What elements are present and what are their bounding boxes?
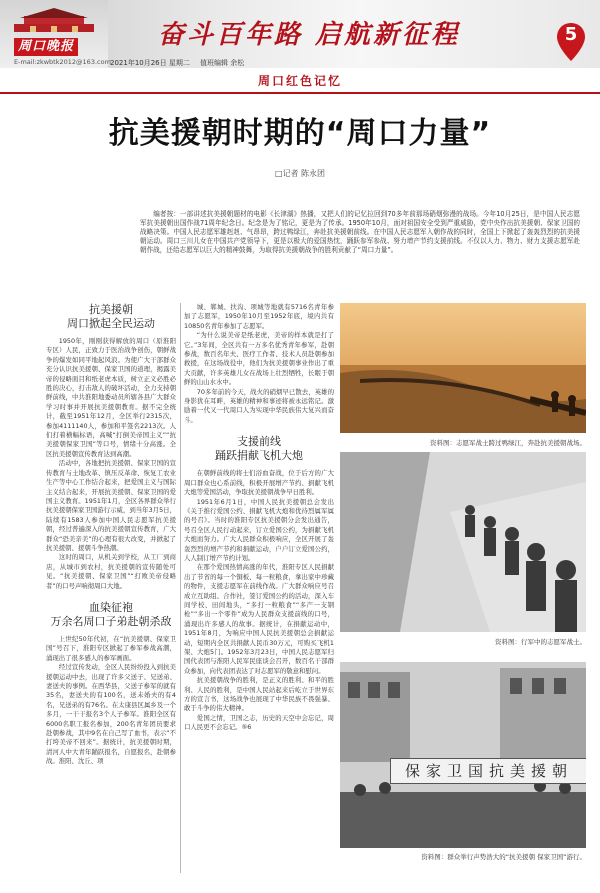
masthead-date: 2021年10月26日 星期二 <box>110 59 190 67</box>
parade-banner: 保家卫国抗美援朝 <box>390 758 586 784</box>
masthead-divider <box>0 92 600 94</box>
column-1 <box>46 303 176 767</box>
section-2-heading: 血染征袍 万余名周口子弟赴朝杀敌 <box>50 600 172 628</box>
paragraph: 城、郸城、扶沟、项城等地就有5716名青年参加了志愿军，1950年10月至1952年底，境内共有10850名青年参加了志愿军。 <box>184 303 334 330</box>
photo-caption-2: 资料图：行军中的志愿军战士。 <box>495 638 586 646</box>
section-3-heading: 支援前线 踊跃捐献飞机大炮 <box>215 435 303 463</box>
section-1-heading: 抗美援朝 周口掀起全民运动 <box>67 303 155 330</box>
section-name: 周口红色记忆 <box>257 74 342 88</box>
paragraph: 抗美援朝战争的胜利，是正义的胜利、和平的胜利、人民的胜利，是中国人民站起来后屹立于世界东方的宣言书，这场战争也展现了中华民族不畏强暴、敢于斗争的伟大精神。 <box>184 676 334 713</box>
paragraph: 活动中，各地把抗美援朝、保家卫国的宣传教育与土地改革、镇压反革命、恢复工农业生产等中心工作结合起来，把爱国主义与国际主义结合起来，开展抗美援朝、保家卫国的爱国主义教育。1951年1月，全区各界群众举行抗美援朝保家卫国游行示威，到当年3月5日，陆续有1583人参加中国人民志愿军抗美援朝，经过普遍深入的抗美援朝宣传教育，广大群众“恐美亲美”的心理有很大改变，并掀起了抗美援朝、援朝斗争热潮。 <box>46 459 176 552</box>
photo-caption-1: 资料图：志愿军战士跨过鸭绿江，奔赴抗美援朝战场。 <box>430 439 586 447</box>
editor-intro: 编者按：一部讲述抗美援朝题材的电影《长津湖》热播，又把人们的记忆拉回到70多年前那场硝烟弥漫的战场。今年10月25日，是中国人民志愿军抗美援朝出国作战71周年纪念日。纪念是为了铭记，更是为了传承。1950年10月，面对祖国安全受到严重威胁，党中央作出抗美援朝、保家卫国的战略决策。中国人民志愿军雄赳赳、气昂昂，跨过鸭绿江，奔赴抗美援朝前线。在中国人民志愿军入朝作战的同时，全国上下掀起了轰轰烈烈的抗美援朝运动。周口三川儿女在中国共产党领导下，更是以极大的爱国热忱，踊跃参军参战、努力增产节约支援前线。不仅以人力、物力、财力支援志愿军赴朝作战，还给志愿军以巨大的精神鼓舞，为取得抗美援朝战争的胜利贡献了“周口力量”。 <box>140 210 580 254</box>
paragraph: 70多年前的今天，战火的硝烟早已散去，英雄的身影犹在耳畔，英雄的精神和事迹将被永远铭记。激励着一代又一代周口人为实现中华民族伟大复兴而奋斗。 <box>184 387 334 424</box>
paragraph: 上世纪50年代初，在“抗美援朝、保家卫国”号召下，淮阳专区掀起了参军参战高潮，涌现出了很多感人的参军画面。 <box>46 634 176 662</box>
column-2 <box>184 303 334 733</box>
article-byline: □记者 陈永团 <box>274 169 326 178</box>
masthead-editor: 值班编辑 余松 <box>200 59 245 67</box>
paragraph: 在那个爱国热情高涨的年代，淮阳专区人民捐献出了节省的每一个铜板、每一粒粮食，拿出家中珍藏的物件，支援志愿军在前线作战。广大群众响应号召成立互助组、合作社，签订爱国公约的活动，深入车间学校、田间地头，“多打一粒粮食”“多产一支钢枪”“多出一个零件”成为人民群众支援前线的口号，涌现出许多感人的故事。据统计，在捐献运动中，1951年8月，为响应中国人民抗美援朝总会捐献运动，短期内全区共捐献人民币30万元，可购买飞机1架、大炮5门。1952年3月23日，中国人民志愿军归国代表团与淮阳人民军民座谈会召开，数百名干部群众参加，向代表团表达了对志愿军的敬意和慰问。 <box>184 563 334 675</box>
column-divider <box>180 303 181 873</box>
photo-parade-image <box>340 662 586 848</box>
photo-parade <box>340 662 586 848</box>
paragraph: 这时的周口，从机关到学校，从工厂到商店，从城市到农村，抗美援朝的宣传随处可见。“抗美援朝、保家卫国”“打败美帝侵略者”的口号声响彻周口大地。 <box>46 553 176 590</box>
photo-crossing-yalu <box>340 303 586 433</box>
photo-marching-soldiers-image <box>340 452 586 632</box>
article-title: 抗美援朝时期的“周口力量” <box>108 116 492 151</box>
paragraph: 经过宣传发动，全区人民纷纷投入到抗美援朝运动中去，出现了许多父送子、兄送弟、妻送夫的事例。在西华县，父送子参军的就有35名，妻送夫的有100名，送未婚夫的有4名，兄送弟的有76名。在太康县区属乡及一个多月，一干干报名3个人子参军。淮阳全区有6000名职工报名参加，200名青年团员要求赴朝参战，其中9名在自己写了血书，表示“不打垮美帝不回来”。据统计，抗美援朝时期，清河人中大青年踊跃报名，自愿报名，赴朝参战。淮阳、沈丘、项 <box>46 663 176 766</box>
paragraph: “为什么说美帝是纸老虎，美帝的样本就是打了它。”3年间，全区共有一万多名优秀青年参军，赴朝参战，数百名年夫、医疗工作者、技术人员赴朝参加救援，在这场战役中，他们为抗美援朝事业作出了重大贡献，许多英雄儿女在战场上壮烈牺牲，长眠于朝鲜的山山水水中。 <box>184 331 334 387</box>
newspaper-logo: 周口晚报 <box>14 38 78 56</box>
photo-crossing-yalu-image <box>340 303 586 433</box>
tiananmen-icon <box>10 6 98 34</box>
paragraph: 爱国之情，卫国之志，历史的天空中会忘记，周口人民更不会忘记。⑤6 <box>184 713 334 732</box>
masthead-slogan: 奋斗百年路 启航新征程 <box>158 20 461 50</box>
paragraph: 1950年，刚刚获得解放的周口（原淮阳专区）人民，正致力于医治战争创伤，朝鲜战争的爆发如同平地起风浪。为使广大干部群众充分认识抗美援朝、保家卫国的道理，揭露美帝的侵略面目和纸老虎本质，树立正义必胜必胜的决心，打击敌人的破坏活动，全力支持朝鲜前线，中共淮阳地委动员所辖各县广大群众学习时事并开展抗美援朝教育。据不完全统计，截至1951年12月，全区举行2315次，参加4111140人，参加和平签名2213次。人们打着横幅标语，高喊“打倒美帝国主义”“抗美援朝保家卫国”等口号，情绪十分高涨。全区抗美援朝宣传教育达到高潮。 <box>46 337 176 458</box>
photo-caption-3: 资料图：群众举行声势浩大的“抗美援朝 保家卫国”游行。 <box>421 853 586 861</box>
page-number: 5 <box>564 24 578 45</box>
paragraph: 在朝鲜前线的将士们浴血奋战，位于后方的广大周口群众也心系前线，积极开展增产节约、捐献飞机大炮等爱国活动，争取抗美援朝战争早日胜利。 <box>184 469 334 497</box>
paragraph: 1951年6月1日，中国人民抗美援朝总会发出《关于推行爱国公约、捐献飞机大炮和优待烈属军属的号召》。当时的淮阳专区抗美援朝分会发出通告，号召全区人民行动起来，订立爱国公约，为捐献飞机大炮而努力。广大人民群众积极响应，全区开展了轰轰烈烈的增产节约和捐献运动，户户订立爱国公约，人人制订增产节约计划。 <box>184 497 334 562</box>
masthead-email: E-mail:zkwbtk2012@163.com <box>14 58 111 66</box>
photo-marching-soldiers <box>340 452 586 632</box>
